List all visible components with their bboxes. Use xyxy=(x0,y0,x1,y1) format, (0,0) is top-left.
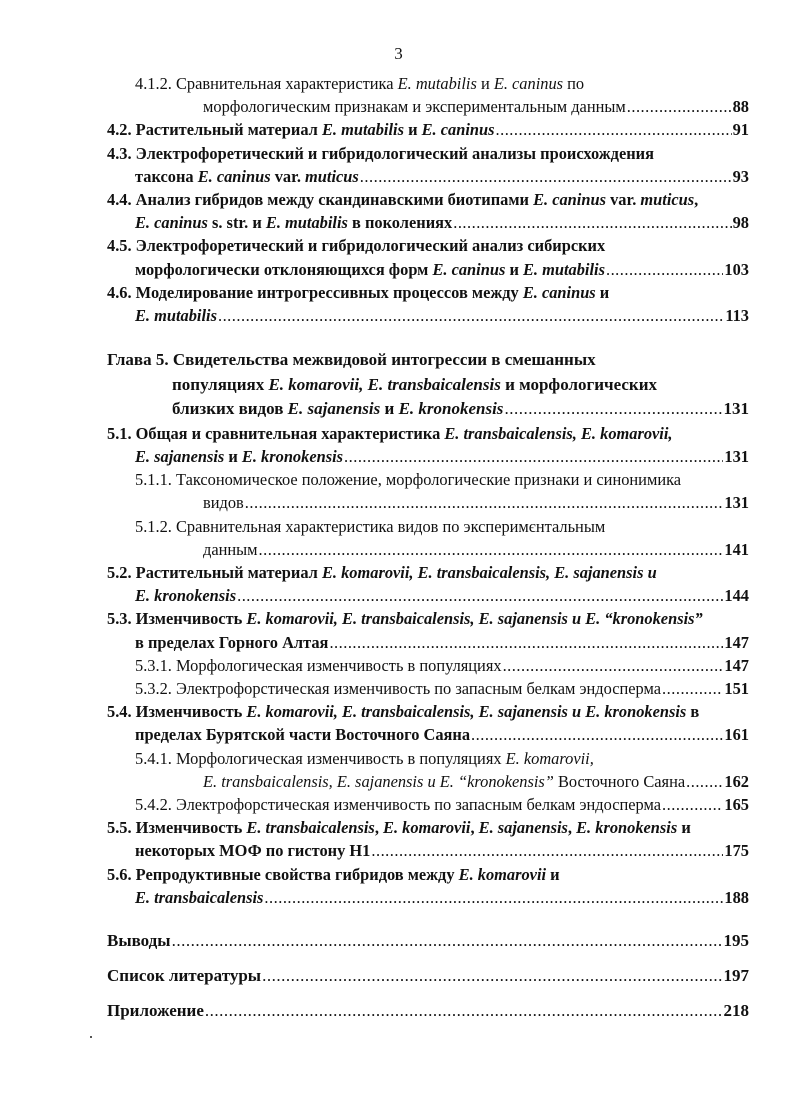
toc-entry-5-2[interactable] xyxy=(107,561,749,607)
toc-entry-title: близких видов E. sajanensis и E. kronokensis xyxy=(172,399,504,419)
leader-dots xyxy=(496,118,732,141)
toc-page-number: 103 xyxy=(724,259,749,279)
toc-entry-last-line xyxy=(107,304,749,327)
scan-artifact-dot xyxy=(90,1036,92,1038)
toc-page-number: 131 xyxy=(724,493,749,513)
toc-page-number: 151 xyxy=(724,678,749,698)
toc-entry-line: 5.3. Изменчивость E. komarovii, E. transbaicalensis, E. sajanensis u E. “kronokensis” xyxy=(107,609,703,629)
toc-entry-line: 4.3. Электрофоретический и гибридологический анализы происхождения xyxy=(107,143,654,163)
toc-entry-title: данным xyxy=(203,539,258,559)
toc-entry-title: Список литературы xyxy=(107,966,262,985)
toc-entry-title: 5.4.2. Электрофорстическая изменчивость по запасным белкам эндосперма xyxy=(135,794,662,814)
toc-entry-title: E. transbaicalensis xyxy=(135,887,264,907)
leader-dots xyxy=(360,165,732,188)
leader-dots xyxy=(606,258,723,281)
toc-entry-line: Глава 5. Свидетельства межвидовой интогрессии в смешанных xyxy=(107,350,596,370)
toc-entry-title: Приложение xyxy=(107,1001,204,1020)
toc-entry-5-5[interactable] xyxy=(107,816,749,862)
toc-entry-last-line xyxy=(107,445,749,468)
toc-entry-5-1-1[interactable] xyxy=(107,468,749,514)
leader-dots xyxy=(503,654,724,677)
toc-entry-last-line xyxy=(107,258,749,281)
toc-entry-title: E. transbaicalensis, E. sajanensis u E. “kronokensis” Восточного Саяна xyxy=(203,771,686,791)
toc-entry-4-1-2[interactable] xyxy=(107,72,749,118)
toc-entry-last-line xyxy=(135,654,749,677)
toc-entry-line: 5.4.1. Морфологическая изменчивость в популяциях E. komarovii, xyxy=(135,748,594,768)
toc-entry-last-line xyxy=(107,929,749,953)
leader-dots xyxy=(245,491,724,514)
toc-entry-last-line xyxy=(107,999,749,1023)
toc-entry-last-line xyxy=(107,839,749,862)
leader-dots xyxy=(453,211,731,234)
toc-entry-last-line xyxy=(107,964,749,988)
toc-entry-last-line xyxy=(135,793,749,816)
toc-page-number: 131 xyxy=(723,399,749,419)
toc-page-number: 197 xyxy=(723,966,749,985)
toc-entry-last-line xyxy=(107,584,749,607)
toc-entry-5-4[interactable] xyxy=(107,700,749,746)
toc-page-number: 218 xyxy=(723,1001,749,1020)
leader-dots xyxy=(172,929,723,953)
toc-entry-line: популяциях E. komarovii, E. transbaicalensis и морфологических xyxy=(172,374,657,394)
leader-dots xyxy=(504,397,722,422)
toc-entry-line: 4.5. Электрофоретический и гибридологический анализ сибирских xyxy=(107,236,606,256)
toc-section-references[interactable] xyxy=(107,964,749,988)
toc-page-number: 147 xyxy=(724,632,749,652)
leader-dots xyxy=(662,677,723,700)
toc-entry-5-3-2[interactable] xyxy=(107,677,749,700)
toc-page-number: 93 xyxy=(732,166,749,186)
toc-entry-5-4-1[interactable] xyxy=(107,747,749,793)
toc-page-number: 88 xyxy=(732,97,749,117)
toc-section-conclusions[interactable] xyxy=(107,929,749,953)
toc-entry-title: пределах Бурятской части Восточного Саяна xyxy=(135,725,471,745)
toc-entry-title: 5.3.2. Электрофорстическая изменчивость по запасным белкам эндосперма xyxy=(135,678,662,698)
toc-entry-line: 5.1. Общая и сравнительная характеристика E. transbaicalensis, E. komarovii, xyxy=(107,423,673,443)
leader-dots xyxy=(218,304,724,327)
toc-page-number: 165 xyxy=(724,794,749,814)
toc-entry-4-6[interactable] xyxy=(107,281,749,327)
toc-entry-5-6[interactable] xyxy=(107,863,749,909)
toc-page-number: 113 xyxy=(725,306,749,326)
toc-entry-last-line xyxy=(107,397,749,422)
toc-entry-4-3[interactable] xyxy=(107,142,749,188)
toc-entry-last-line xyxy=(107,631,749,654)
leader-dots xyxy=(329,631,723,654)
leader-dots xyxy=(371,839,723,862)
table-of-contents xyxy=(107,72,749,1023)
toc-entry-title: 5.3.1. Морфологическая изменчивость в популяциях xyxy=(135,655,502,675)
toc-entry-4-2[interactable] xyxy=(107,118,749,141)
toc-entry-title: в пределах Горного Алтая xyxy=(135,632,329,652)
toc-page-number: 175 xyxy=(724,841,749,861)
leader-dots xyxy=(344,445,723,468)
toc-entry-last-line xyxy=(135,95,749,118)
toc-entry-5-3[interactable] xyxy=(107,607,749,653)
toc-page-number: 98 xyxy=(732,213,749,233)
toc-entry-line: 5.1.2. Сравнительная характеристика видов по эксперимєнтальным xyxy=(135,516,606,536)
leader-dots xyxy=(205,999,723,1023)
toc-entry-5-4-2[interactable] xyxy=(107,793,749,816)
toc-page-number: 141 xyxy=(724,539,749,559)
toc-entry-line: 5.4. Изменчивость E. komarovii, E. transbaicalensis, E. sajanensis u E. kronokensis в xyxy=(107,702,700,722)
leader-dots xyxy=(237,584,723,607)
leader-dots xyxy=(264,886,723,909)
toc-entry-title: E. mutabilis xyxy=(135,306,217,326)
toc-entry-5-1[interactable] xyxy=(107,422,749,468)
toc-entry-last-line xyxy=(135,770,749,793)
toc-entry-ch5[interactable] xyxy=(107,348,749,422)
leader-dots xyxy=(471,723,723,746)
toc-page-number: 188 xyxy=(724,887,749,907)
toc-entry-line: 4.6. Моделирование интрогрессивных процессов между E. caninus и xyxy=(107,282,610,302)
toc-entry-last-line xyxy=(107,723,749,746)
toc-entry-4-4[interactable] xyxy=(107,188,749,234)
toc-entry-title: E. caninus s. str. и E. mutabilis в поколениях xyxy=(135,213,453,233)
page-number: 3 xyxy=(394,44,403,63)
toc-entry-title: таксона E. caninus var. muticus xyxy=(135,166,359,186)
leader-dots xyxy=(686,770,723,793)
toc-entry-title: морфологически отклоняющихся форм E. caninus и E. mutabilis xyxy=(135,259,605,279)
toc-entry-last-line xyxy=(107,118,749,141)
toc-page-number: 162 xyxy=(724,771,749,791)
toc-entry-title: E. sajanensis и E. kronokensis xyxy=(135,446,344,466)
leader-dots xyxy=(627,95,732,118)
toc-entry-line: 5.6. Репродуктивные свойства гибридов между E. komarovii и xyxy=(107,864,560,884)
toc-entry-5-1-2[interactable] xyxy=(107,515,749,561)
toc-page-number: 91 xyxy=(732,120,749,140)
toc-entry-title: 4.2. Растительный материал E. mutabilis и E. caninus xyxy=(107,120,495,140)
toc-entry-last-line xyxy=(135,491,749,514)
toc-entry-line: 5.1.1. Таксономическое положение, морфологические признаки и синонимика xyxy=(135,470,682,490)
toc-page-number: 161 xyxy=(724,725,749,745)
toc-entry-title: E. kronokensis xyxy=(135,586,237,606)
toc-entry-title: видов xyxy=(203,493,244,513)
toc-entry-line: 5.5. Изменчивость E. transbaicalensis, E. komarovii, E. sajanensis, E. kronokensis и xyxy=(107,818,691,838)
toc-entry-title: некоторых МОФ по гистону Н1 xyxy=(135,841,371,861)
toc-entry-last-line xyxy=(107,165,749,188)
toc-entry-last-line xyxy=(107,211,749,234)
toc-entry-last-line xyxy=(135,538,749,561)
toc-entry-5-3-1[interactable] xyxy=(107,654,749,677)
toc-page-number: 131 xyxy=(724,446,749,466)
toc-entry-title: Выводы xyxy=(107,931,171,950)
toc-entry-last-line xyxy=(135,677,749,700)
toc-entry-line: 4.4. Анализ гибридов между скандинавскими биотипами E. caninus var. muticus, xyxy=(107,190,699,210)
leader-dots xyxy=(262,964,722,988)
toc-entry-line: 5.2. Растительный материал E. komarovii, E. transbaicalensis, E. sajanensis u xyxy=(107,562,657,582)
toc-page-number: 147 xyxy=(724,655,749,675)
toc-section-appendix[interactable] xyxy=(107,999,749,1023)
toc-page-number: 144 xyxy=(724,586,749,606)
leader-dots xyxy=(662,793,723,816)
toc-entry-4-5[interactable] xyxy=(107,234,749,280)
toc-entry-line: 4.1.2. Сравнительная характеристика E. mutabilis и E. caninus по xyxy=(135,74,585,93)
toc-entry-title: морфологическим признакам и экспериментальным данным xyxy=(203,97,626,117)
toc-page-number: 195 xyxy=(723,931,749,950)
leader-dots xyxy=(259,538,724,561)
toc-entry-last-line xyxy=(107,886,749,909)
